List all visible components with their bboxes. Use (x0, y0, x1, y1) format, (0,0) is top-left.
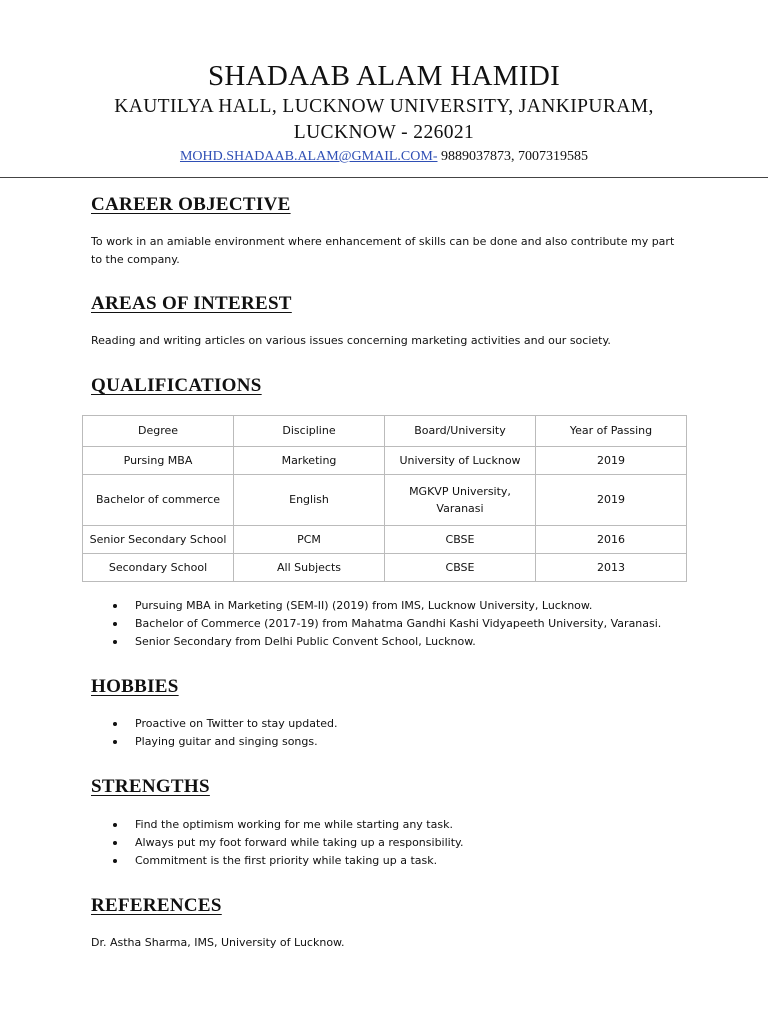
email-link[interactable]: MOHD.SHADAAB.ALAM@GMAIL.COM- (179, 149, 438, 164)
column-header-year: Year of Passing (536, 416, 687, 447)
address-line-2: LUCKNOW - 226021 (293, 122, 475, 143)
table-cell: MGKVP University, Varanasi (385, 475, 536, 526)
table-cell: All Subjects (234, 554, 385, 582)
table-header-row (83, 416, 687, 447)
address-line-1: KAUTILYA HALL, LUCKNOW UNIVERSITY, JANKIPURAM, (114, 96, 654, 117)
table-cell: Senior Secondary School (83, 526, 234, 554)
list-item: Proactive on Twitter to stay updated. (91, 715, 338, 733)
phone-numbers: 9889037873, 7007319585 (437, 149, 588, 164)
table-row (83, 475, 687, 526)
resume-header (0, 58, 768, 166)
table-row (83, 526, 687, 554)
list-item: Senior Secondary from Delhi Public Convent School, Lucknow. (91, 633, 661, 651)
table-cell: 2019 (536, 475, 687, 526)
qualifications-heading: QUALIFICATIONS (91, 375, 262, 396)
table-cell: 2019 (536, 447, 687, 475)
list-item: Playing guitar and singing songs. (91, 733, 338, 751)
table-cell: 2016 (536, 526, 687, 554)
table-row (83, 447, 687, 475)
column-header-discipline: Discipline (234, 416, 385, 447)
areas-of-interest-heading: AREAS OF INTEREST (91, 293, 292, 314)
career-objective-text: To work in an amiable environment where enhancement of skills can be done and also contribute my part to the company. (91, 235, 675, 266)
list-item: Bachelor of Commerce (2017-19) from Mahatma Gandhi Kashi Vidyapeeth University, Varanasi. (91, 615, 661, 633)
references-text: Dr. Astha Sharma, IMS, University of Lucknow. (91, 936, 345, 949)
table-cell: Pursing MBA (83, 447, 234, 475)
table-cell: University of Lucknow (385, 447, 536, 475)
column-header-board: Board/University (385, 416, 536, 447)
table-cell: CBSE (385, 554, 536, 582)
list-item: Pursuing MBA in Marketing (SEM-II) (2019) from IMS, Lucknow University, Lucknow. (91, 597, 661, 615)
table-cell: Bachelor of commerce (83, 475, 234, 526)
contact-line (0, 148, 768, 166)
table-cell: 2013 (536, 554, 687, 582)
table-cell: Secondary School (83, 554, 234, 582)
table-cell: CBSE (385, 526, 536, 554)
table-row (83, 554, 687, 582)
header-divider (0, 177, 768, 178)
table-cell: English (234, 475, 385, 526)
strengths-list (91, 816, 463, 870)
list-item: Commitment is the first priority while taking up a task. (91, 852, 463, 870)
table-cell: PCM (234, 526, 385, 554)
career-objective-heading: CAREER OBJECTIVE (91, 194, 291, 215)
strengths-heading: STRENGTHS (91, 776, 210, 797)
qualifications-table (82, 415, 687, 582)
candidate-name: SHADAAB ALAM HAMIDI (207, 60, 561, 92)
hobbies-list (91, 715, 338, 751)
areas-of-interest-text: Reading and writing articles on various issues concerning marketing activities and our society. (91, 334, 611, 347)
education-bullet-list (91, 597, 661, 651)
list-item: Always put my foot forward while taking up a responsibility. (91, 834, 463, 852)
table-cell: Marketing (234, 447, 385, 475)
list-item: Find the optimism working for me while starting any task. (91, 816, 463, 834)
column-header-degree: Degree (83, 416, 234, 447)
hobbies-heading: HOBBIES (91, 676, 179, 697)
references-heading: REFERENCES (91, 895, 222, 916)
